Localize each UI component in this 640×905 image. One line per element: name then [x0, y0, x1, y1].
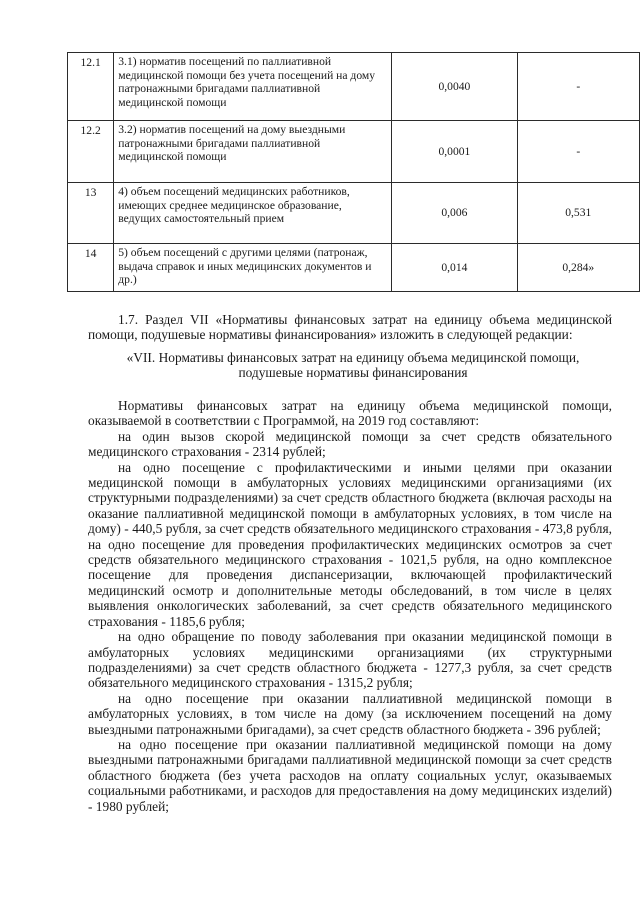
paragraph: на одно посещение с профилактическими и иными целями при оказании медицинской помощи в амбулаторных условиях медицинскими организациями (их структурными подразделениями) за счет средств областного бюджета (включая расходы на оказание паллиативной медицинской помощи в амбулаторных условиях, в том числе на дому) - 440,5 рубля, за счет средств обязательного медицинского страхования - 473,8 рубля, на одно посещение для проведения профилактических медицинских осмотров за счет средств обязательного медицинского страхования - 1021,5 рубля, на одно комплексное посещение для проведения диспансеризации, включающей профилактический медицинский осмотр и дополнительные методы обследований, в том числе в целях выявления онкологических заболеваний, за счет средств обязательного медицинского страхования - 1185,6 рубля;	[88, 459, 612, 629]
row-value: 0,006	[392, 183, 517, 244]
row-number: 13	[68, 183, 114, 244]
paragraph: на одно обращение по поводу заболевания при оказании медицинской помощи в амбулаторных условиях медицинскими организациями (их структурными подразделениями) за счет средств областного бюджета - 1277,3 рубля, за счет средств обязательного медицинского страхования - 1315,2 рубля;	[88, 629, 612, 691]
row-value: 0,0001	[392, 121, 517, 183]
row-value: 0,014	[392, 244, 517, 292]
row-value: 0,0040	[392, 53, 517, 121]
norms-table	[67, 52, 640, 292]
row-number: 12.2	[68, 121, 114, 183]
table-row	[68, 183, 640, 244]
row-number: 12.1	[68, 53, 114, 121]
row-value-2: 0,284»	[517, 244, 639, 292]
paragraph: Нормативы финансовых затрат на единицу объема медицинской помощи, оказываемой в соответствии с Программой, на 2019 год составляют:	[88, 398, 612, 429]
row-description: 4) объем посещений медицинских работников, имеющих среднее медицинское образование, ведущих самостоятельный прием	[114, 183, 392, 244]
intro-paragraph: 1.7. Раздел VII «Нормативы финансовых затрат на единицу объема медицинской помощи, подушевые нормативы финансирования» изложить в следующей редакции:	[88, 312, 612, 343]
row-value-2: 0,531	[517, 183, 639, 244]
body-text	[88, 398, 612, 814]
paragraph: на одно посещение при оказании паллиативной медицинской помощи на дому выездными патронажными бригадами паллиативной медицинской помощи за счет средств областного бюджета (без учета расходов на оплату социальных услуг, оказываемых социальными работниками, и расходов для предоставления на дому медицинских изделий) - 1980 рублей;	[88, 736, 612, 814]
table-row	[68, 121, 640, 183]
table-row	[68, 53, 640, 121]
row-description: 3.1) норматив посещений по паллиативной медицинской помощи без учета посещений на дому патронажными бригадами паллиативной медицинской помощи	[114, 53, 392, 121]
section-heading: «VII. Нормативы финансовых затрат на единицу объема медицинской помощи, подушевые нормативы финансирования	[126, 350, 580, 381]
row-description: 5) объем посещений с другими целями (патронаж, выдача справок и иных медицинских документов и др.)	[114, 244, 392, 292]
paragraph: на один вызов скорой медицинской помощи за счет средств обязательного медицинского страхования - 2314 рублей;	[88, 428, 612, 460]
row-description: 3.2) норматив посещений на дому выездными патронажными бригадами паллиативной медицинской помощи	[114, 121, 392, 183]
paragraph: на одно посещение при оказании паллиативной медицинской помощи в амбулаторных условиях, в том числе на дому (за исключением посещений на дому выездными патронажными бригадами), за счет средств областного бюджета - 396 рублей;	[88, 690, 612, 737]
row-number: 14	[68, 244, 114, 292]
table-row	[68, 244, 640, 292]
row-value-2: -	[517, 121, 639, 183]
row-value-2: -	[517, 53, 639, 121]
